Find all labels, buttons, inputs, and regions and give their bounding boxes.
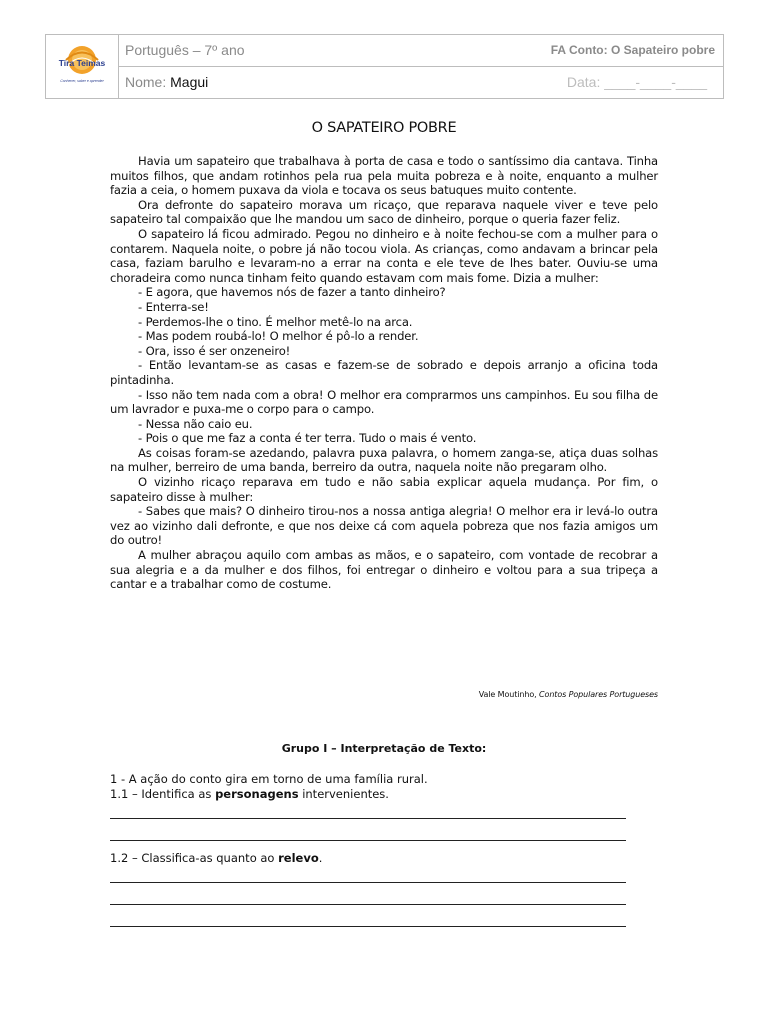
source-author: Vale Moutinho, (478, 690, 537, 699)
question-1-2 (110, 851, 630, 866)
story-paragraph: O vizinho ricaço reparava em tudo e não sabia explicar aquela mudança. Por fim, o sapateiro disse à mulher: (110, 475, 658, 504)
group-title: Grupo I – Interpretação de Texto: (281, 742, 487, 755)
story-dialogue: - Então levantam-se as casas e fazem-se de sobrado e depois arranjo a oficina toda pintadinha. (110, 358, 658, 387)
question-text: 1.2 – Classifica-as quanto ao (110, 851, 279, 865)
story-paragraph: Ora defronte do sapateiro morava um ricaço, que reparava naquele viver e teve pelo sapateiro tal compaixão que lhe mandou um saco de dinheiro, porque o queria fazer feliz. (110, 197, 658, 227)
story-paragraph: O sapateiro lá ficou admirado. Pegou no dinheiro e à noite fechou-se com a mulher para o contarem. Naquela noite, o pobre já não tocou viola. As crianças, como andavam a brincar pela casa, faziam barulho e levaram-no a errar na conta e ele teve de lhes bater. Ouviu-se uma choradeira como nunca tinham feito quando estavam com mais fome. Dizia a mulher: (110, 226, 658, 285)
questions-section (110, 772, 630, 927)
story-text (110, 154, 658, 592)
story-dialogue: - Pois o que me faz a conta é ter terra. Tudo o mais é vento. (138, 431, 477, 446)
logo-text: Tira Teimas (58, 58, 106, 68)
story-dialogue: - Enterra-se! (138, 299, 209, 314)
worksheet-header (45, 34, 724, 99)
source-citation (479, 690, 658, 699)
logo (46, 35, 119, 98)
story-dialogue: - Nessa não caio eu. (138, 416, 253, 431)
story-title: O SAPATEIRO POBRE (311, 120, 457, 136)
question-keyword: personagens (215, 787, 299, 801)
name-field[interactable] (125, 74, 208, 90)
story-dialogue: - Isso não tem nada com a obra! O melhor era comprarmos uns campinhos. Eu sou filha de um lavrador e puxa-me o corpo para o campo. (110, 387, 658, 417)
answer-line[interactable] (110, 905, 626, 927)
question-text: . (318, 851, 323, 865)
question-keyword: relevo (278, 851, 319, 865)
header-row-name (118, 66, 723, 98)
story-dialogue: - Mas podem roubá-lo! O melhor é pô-lo a render. (138, 329, 419, 344)
question-text: intervenientes. (298, 787, 389, 801)
source-book: Contos Populares Portugueses (539, 690, 658, 699)
story-paragraph: A mulher abraçou aquilo com ambas as mãos, e o sapateiro, com vontade de recobrar a sua alegria e a da mulher e dos filhos, foi entregar o dinheiro e voltou para a sua tripeça a cantar e a trabalhar como de costume. (110, 548, 658, 592)
question-1-1 (110, 787, 630, 802)
name-label: Nome: (125, 74, 167, 90)
answer-line[interactable] (110, 802, 626, 819)
header-row-subject (118, 35, 723, 67)
question-1: 1 - A ação do conto gira em torno de uma família rural. (110, 772, 428, 786)
answer-line[interactable] (110, 819, 626, 841)
subject-label: Português – 7º ano (125, 42, 245, 58)
story-paragraph: As coisas foram-se azedando, palavra puxa palavra, o homem zanga-se, atiça duas solhas na mulher, berreiro de uma banda, berreiro da outra, naquela noite não pregaram olho. (110, 445, 658, 475)
date-field[interactable]: Data: ____-____-____ (566, 74, 707, 90)
document-title: FA Conto: O Sapateiro pobre (550, 43, 715, 57)
story-dialogue: - Perdemos-lhe o tino. É melhor metê-lo na arca. (138, 314, 413, 329)
story-dialogue: - Ora, isso é ser onzeneiro! (138, 343, 291, 358)
name-value: Magui (170, 74, 209, 90)
answer-line[interactable] (110, 866, 626, 883)
logo-tagline: Conhecer, saber e aprender (60, 79, 104, 83)
answer-line[interactable] (110, 883, 626, 905)
story-dialogue: - Sabes que mais? O dinheiro tirou-nos a nossa antiga alegria! O melhor era ir levá-lo outra vez ao vizinho dali defronte, e que nos deixe cá com aquela pobreza que nos fazia amigos um do outro! (110, 504, 658, 548)
question-text: 1.1 – Identifica as (110, 787, 216, 801)
story-paragraph: Havia um sapateiro que trabalhava à porta de casa e todo o santíssimo dia cantava. Tinha muitos filhos, que andam rotinhos pela rua pela muita pobreza e à noite, enquanto a mulher fazia a ceia, o homem puxava da viola e tocava os seus batuques muito contente. (110, 154, 658, 198)
story-dialogue: - E agora, que havemos nós de fazer a tanto dinheiro? (138, 285, 446, 300)
